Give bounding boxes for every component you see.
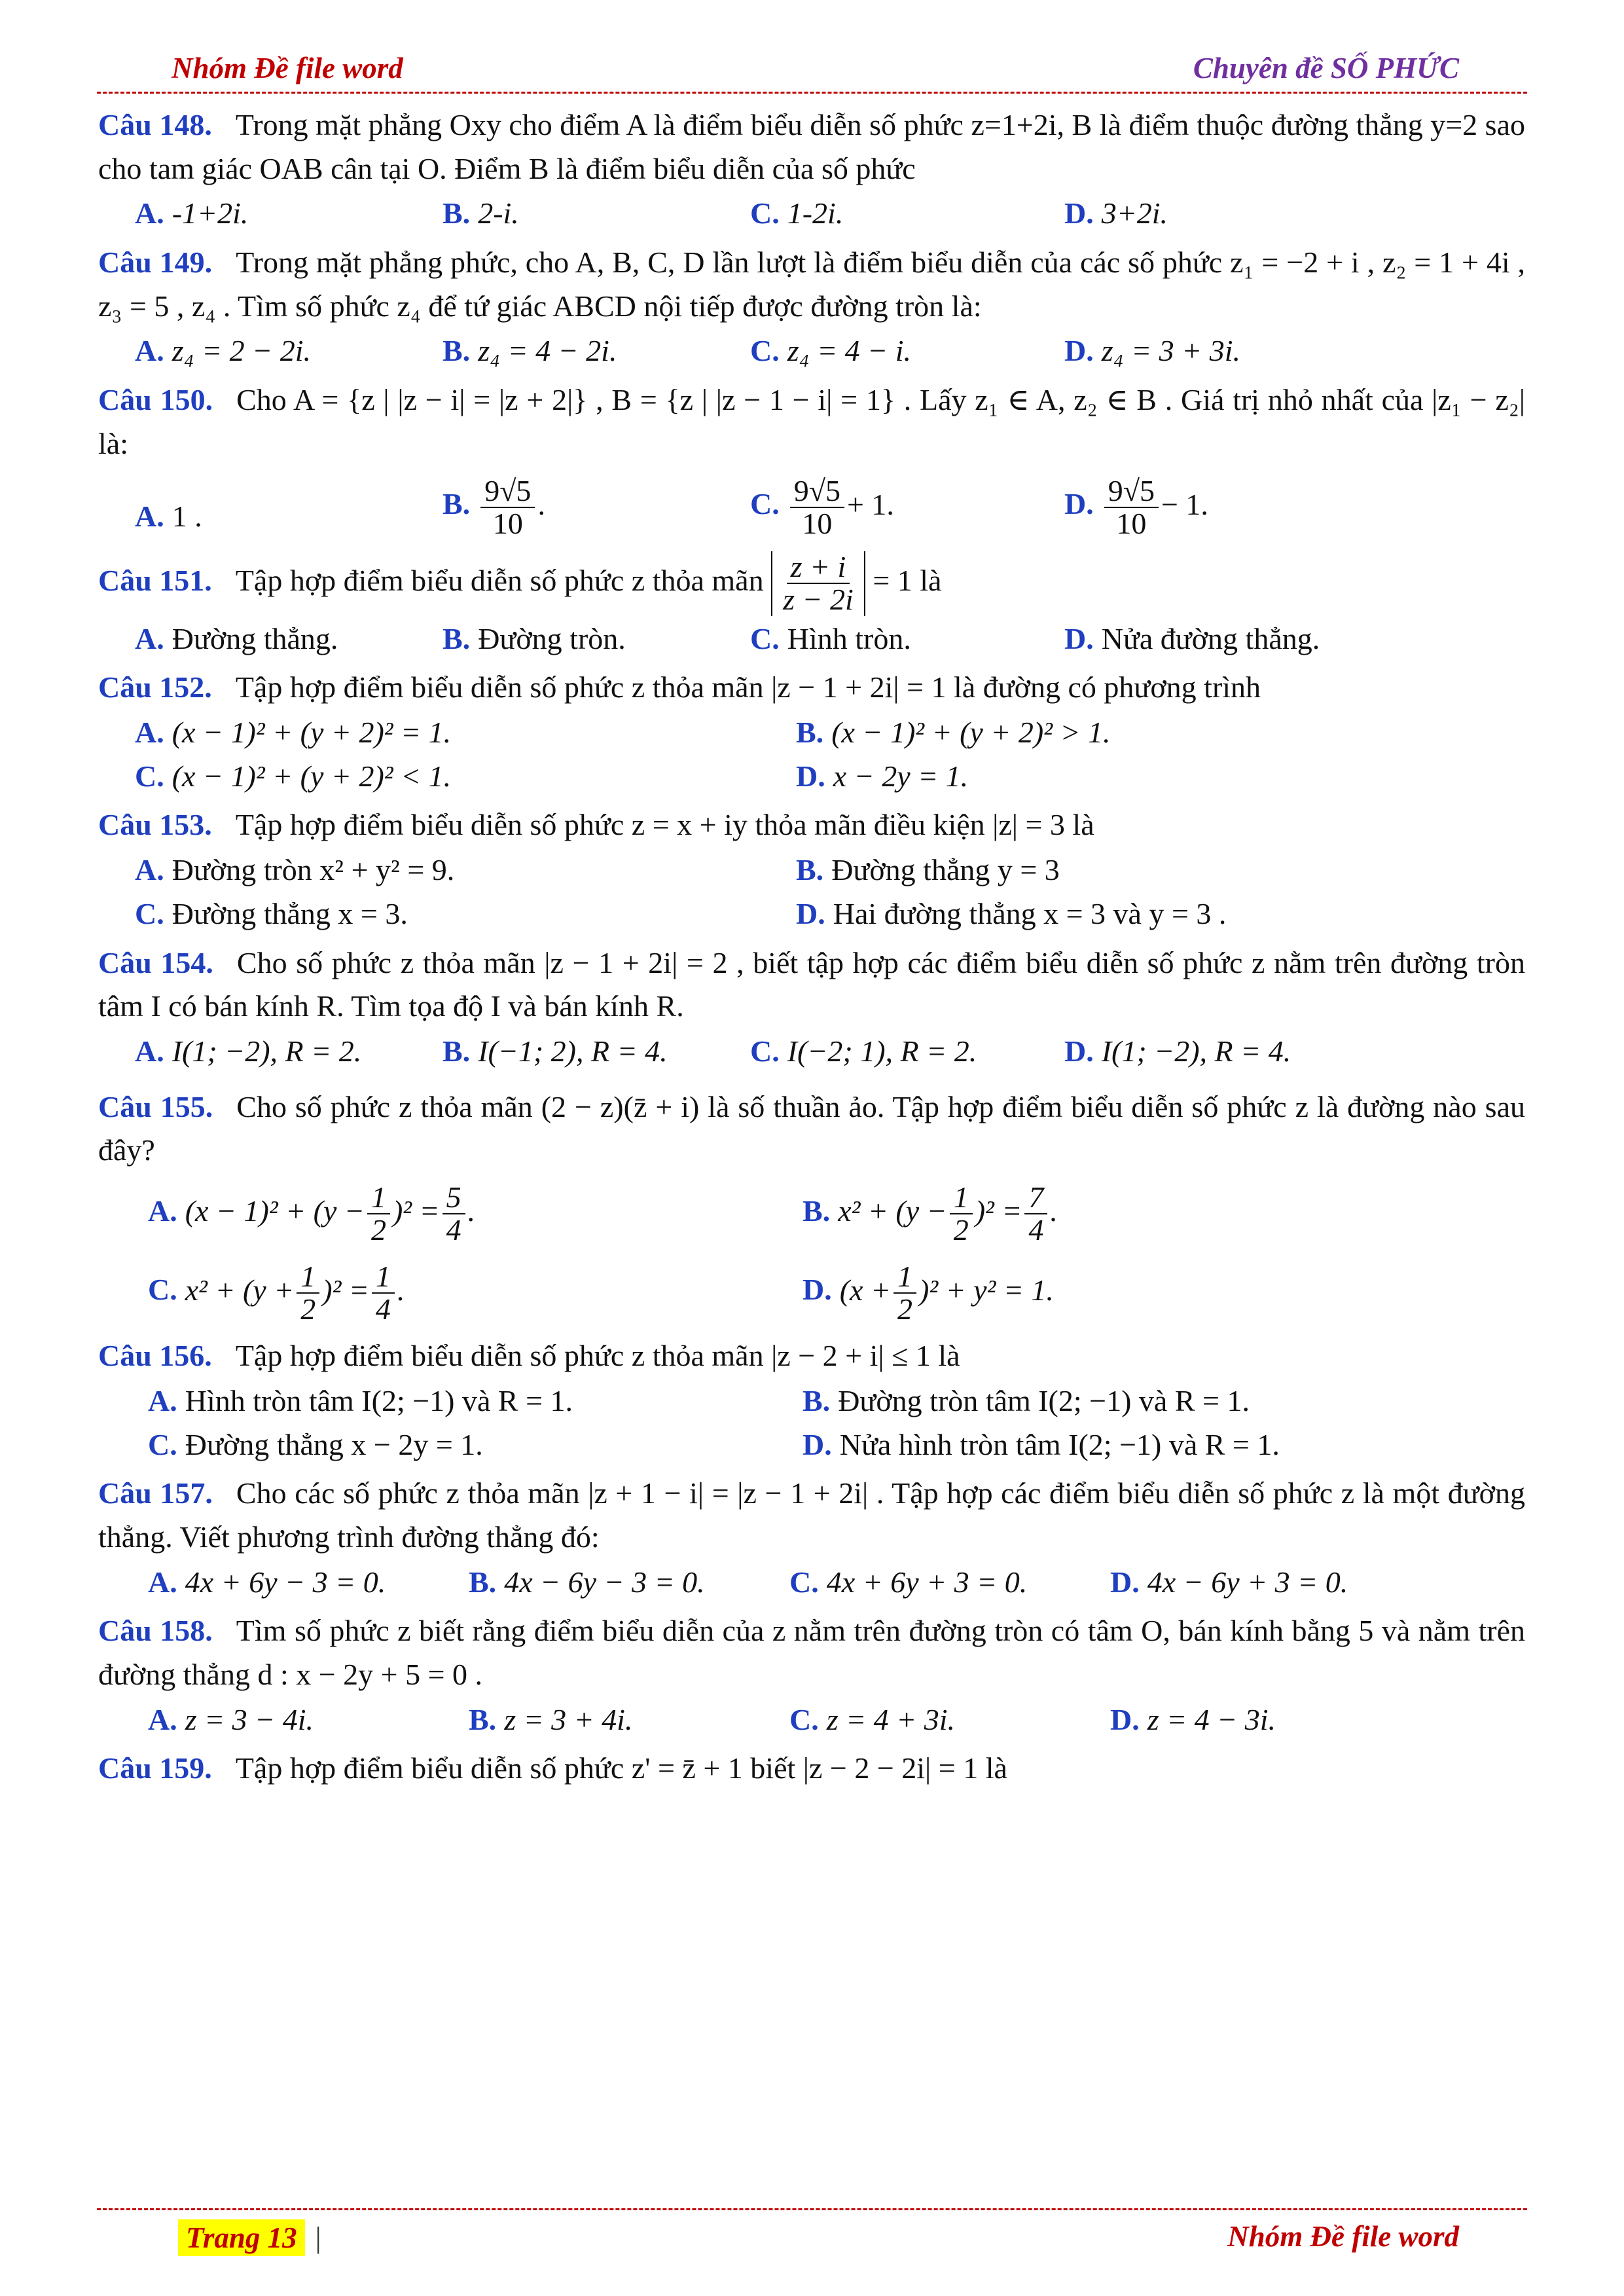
option-tail: − 1. xyxy=(1161,487,1208,521)
fraction xyxy=(480,475,535,540)
option-letter: C. xyxy=(789,1702,819,1736)
option-b xyxy=(469,1561,789,1605)
option-letter: A. xyxy=(135,621,164,655)
header-topic: SỐ PHỨC xyxy=(1330,52,1459,84)
fraction xyxy=(779,551,857,616)
question-text: Trong mặt phẳng phức, cho A, B, C, D lần lượt là điểm biểu diễn của các số phức z₁ = −2 + i , z₂ = 1 + 4i , z₃ = 5 , z₄ . Tìm số phức z₄ để tứ giác ABCD nội tiếp được đường tròn là: xyxy=(98,246,1525,323)
option-text: Nửa đường thẳng. xyxy=(1101,621,1320,655)
option-a xyxy=(135,1030,442,1074)
option-letter: C. xyxy=(750,334,780,368)
option-text: 1-2i. xyxy=(787,196,844,230)
question-157 xyxy=(98,1472,1525,1559)
option-letter: D. xyxy=(1110,1702,1140,1736)
option-text: z = 3 + 4i. xyxy=(504,1702,633,1736)
option-letter: D. xyxy=(1064,621,1094,655)
fraction-numerator: 9√5 xyxy=(790,475,844,508)
question-number: Câu 148. xyxy=(98,108,212,141)
option-letter: D. xyxy=(1110,1565,1140,1599)
question-number: Câu 149. xyxy=(98,246,213,280)
option-c xyxy=(135,755,796,799)
option-b xyxy=(803,1182,1457,1247)
option-text: (x − 1)² + (y + 2)² > 1. xyxy=(831,716,1111,750)
option-text: 4x + 6y − 3 = 0. xyxy=(185,1565,386,1599)
option-a xyxy=(135,711,796,755)
option-text: x² + (y + xyxy=(185,1273,295,1307)
option-text: 2-i. xyxy=(478,196,519,230)
options-157 xyxy=(148,1561,1525,1605)
option-letter: B. xyxy=(442,196,471,230)
abs-fraction xyxy=(771,551,865,616)
question-text: Cho số phức z thỏa mãn (2 − z)(z̄ + i) là số thuần ảo. Tập hợp điểm biểu diễn số phức z là đường nào sau đây? xyxy=(98,1089,1525,1167)
options-150 xyxy=(135,475,1525,540)
option-c xyxy=(750,1030,1064,1074)
question-text: Trong mặt phẳng Oxy cho điểm A là điểm biểu diễn số phức z=1+2i, B là điểm thuộc đường thẳng y=2 sao cho tam giác OAB cân tại O. Điểm B là điểm biểu diễn của số phức xyxy=(98,108,1526,185)
option-letter: C. xyxy=(750,1034,780,1068)
question-number: Câu 158. xyxy=(98,1614,213,1648)
option-d xyxy=(796,755,1457,799)
fraction-numerator: 9√5 xyxy=(480,475,535,508)
option-text: z₄ = 4 − i. xyxy=(787,334,911,368)
fraction-numerator: 1 xyxy=(950,1182,973,1214)
question-number: Câu 151. xyxy=(98,563,212,597)
footer-rule xyxy=(97,2208,1527,2210)
question-148 xyxy=(98,103,1525,191)
option-text: Đường thẳng. xyxy=(171,621,338,655)
option-text: Đường thẳng y = 3 xyxy=(831,853,1060,887)
question-155 xyxy=(98,1085,1525,1173)
fraction-denominator: 10 xyxy=(492,506,523,540)
option-text: z = 4 + 3i. xyxy=(826,1702,955,1736)
option-a xyxy=(148,1561,469,1605)
option-d xyxy=(1110,1698,1477,1742)
fraction-denominator: 2 xyxy=(370,1213,386,1247)
option-c xyxy=(789,1561,1110,1605)
fraction xyxy=(1024,1182,1047,1247)
option-c xyxy=(750,329,1064,373)
options-151 xyxy=(135,617,1525,661)
option-letter: C. xyxy=(789,1565,819,1599)
fraction-numerator: 9√5 xyxy=(1104,475,1159,508)
option-text: Hai đường thẳng x = 3 và y = 3 . xyxy=(833,896,1227,930)
option-text: -1+2i. xyxy=(171,196,249,230)
option-d xyxy=(1064,329,1457,373)
option-text: Đường tròn x² + y² = 9. xyxy=(171,853,455,887)
fraction-numerator: 1 xyxy=(893,1261,916,1294)
option-c xyxy=(135,892,796,936)
question-text: Cho số phức z thỏa mãn |z − 1 + 2i| = 2 , biết tập hợp các điểm biểu diễn số phức z nằm trên đường tròn tâm I có bán kính R. Tìm tọa độ I và bán kính R. xyxy=(98,945,1525,1023)
options-153 xyxy=(135,848,1525,936)
option-text: z = 4 − 3i. xyxy=(1147,1702,1276,1736)
question-159 xyxy=(98,1747,1525,1791)
fraction-denominator: 4 xyxy=(375,1292,391,1326)
question-152 xyxy=(98,666,1525,710)
fraction xyxy=(1104,475,1159,540)
fraction-numerator: 1 xyxy=(367,1182,390,1214)
question-text: Cho A = {z | |z − i| = |z + 2|} , B = {z | |z − 1 − i| = 1} . Lấy z₁ ∈ A, z₂ ∈ B . Giá trị nhỏ nhất của |z₁ − z₂| là: xyxy=(98,383,1525,460)
question-number: Câu 152. xyxy=(98,670,212,704)
option-d xyxy=(1064,617,1457,661)
header-rule xyxy=(97,92,1527,94)
option-letter: B. xyxy=(803,1194,831,1228)
fraction-numerator: 1 xyxy=(372,1261,395,1294)
options-154 xyxy=(135,1030,1525,1074)
option-letter: B. xyxy=(442,487,471,521)
header-right xyxy=(1193,51,1459,85)
option-d xyxy=(1064,475,1457,540)
option-a xyxy=(135,192,442,236)
option-tail: . xyxy=(537,487,545,521)
fraction-numerator: 1 xyxy=(297,1261,319,1294)
option-letter: C. xyxy=(135,896,164,930)
option-c xyxy=(750,617,1064,661)
fraction-denominator: 2 xyxy=(300,1292,316,1326)
fraction-denominator: 4 xyxy=(1028,1213,1044,1247)
question-text: Tập hợp điểm biểu diễn số phức z thỏa mãn |z − 1 + 2i| = 1 là đường có phương trình xyxy=(235,670,1261,704)
option-text: (x − 1)² + (y − xyxy=(185,1194,365,1228)
question-text: Cho các số phức z thỏa mãn |z + 1 − i| = |z − 1 + 2i| . Tập hợp các điểm biểu diễn số phức z là một đường thẳng. Viết phương trình đường thẳng đó: xyxy=(98,1476,1525,1554)
fraction-denominator: 10 xyxy=(1116,506,1147,540)
option-text: x² + (y − xyxy=(838,1194,947,1228)
option-letter: A. xyxy=(148,1702,177,1736)
fraction xyxy=(367,1182,390,1247)
option-text: 1 . xyxy=(171,499,202,533)
question-text: Tập hợp điểm biểu diễn số phức z thỏa mãn xyxy=(235,563,764,597)
option-letter: A. xyxy=(135,499,164,533)
options-158 xyxy=(148,1698,1525,1742)
page-number: Trang 13 xyxy=(178,2219,305,2256)
footer-right: Nhóm Đề file word xyxy=(1227,2220,1459,2253)
fraction xyxy=(790,475,844,540)
options-149 xyxy=(135,329,1525,373)
fraction-denominator: 2 xyxy=(897,1292,913,1326)
option-text: 4x − 6y − 3 = 0. xyxy=(504,1565,705,1599)
option-tail: . xyxy=(1050,1194,1058,1228)
option-b xyxy=(469,1698,789,1742)
option-letter: D. xyxy=(796,759,825,793)
option-letter: B. xyxy=(803,1383,831,1417)
options-156 xyxy=(148,1379,1525,1467)
option-d xyxy=(803,1423,1457,1467)
question-list xyxy=(98,98,1525,1791)
option-text: I(−2; 1), R = 2. xyxy=(787,1034,977,1068)
option-c xyxy=(789,1698,1110,1742)
question-text: Tập hợp điểm biểu diễn số phức z thỏa mãn |z − 2 + i| ≤ 1 là xyxy=(235,1339,960,1373)
option-text: Hình tròn tâm I(2; −1) và R = 1. xyxy=(185,1383,573,1417)
option-letter: C. xyxy=(148,1273,177,1307)
option-text: )² = xyxy=(975,1194,1022,1228)
option-text: 3+2i. xyxy=(1101,196,1168,230)
fraction-denominator: 2 xyxy=(953,1213,969,1247)
option-text: I(1; −2), R = 2. xyxy=(171,1034,362,1068)
option-letter: A. xyxy=(135,716,164,750)
question-number: Câu 153. xyxy=(98,808,212,842)
option-text: Đường tròn tâm I(2; −1) và R = 1. xyxy=(838,1383,1250,1417)
question-number: Câu 156. xyxy=(98,1339,212,1373)
fraction-denominator: z − 2i xyxy=(783,583,854,617)
option-letter: C. xyxy=(750,196,780,230)
option-c xyxy=(750,192,1064,236)
option-b xyxy=(442,475,750,540)
question-151 xyxy=(98,551,1525,616)
option-text: )² = xyxy=(322,1273,369,1307)
options-148 xyxy=(135,192,1525,236)
option-text: z = 3 − 4i. xyxy=(185,1702,314,1736)
option-tail: + 1. xyxy=(846,487,894,521)
fraction-denominator: 4 xyxy=(446,1213,461,1247)
fraction-numerator: z + i xyxy=(787,551,850,584)
fraction xyxy=(372,1261,395,1326)
option-letter: B. xyxy=(442,1034,471,1068)
header-left: Nhóm Đề file word xyxy=(171,52,403,84)
footer-left xyxy=(178,2219,321,2256)
fraction xyxy=(442,1182,465,1247)
fraction-numerator: 7 xyxy=(1024,1182,1047,1214)
option-text: z₄ = 2 − 2i. xyxy=(171,334,311,368)
option-letter: A. xyxy=(148,1565,177,1599)
option-letter: D. xyxy=(1064,334,1094,368)
header-right-prefix: Chuyên đề xyxy=(1193,52,1331,84)
question-153 xyxy=(98,803,1525,847)
option-c xyxy=(148,1261,803,1326)
option-tail: . xyxy=(467,1194,476,1228)
option-text: Đường thẳng x − 2y = 1. xyxy=(185,1427,483,1461)
option-text: (x − 1)² + (y + 2)² = 1. xyxy=(171,716,452,750)
option-text: (x + xyxy=(839,1273,892,1307)
option-letter: A. xyxy=(135,1034,164,1068)
option-text: x − 2y = 1. xyxy=(833,759,969,793)
option-letter: A. xyxy=(135,196,164,230)
option-letter: C. xyxy=(750,621,780,655)
option-letter: A. xyxy=(148,1383,177,1417)
question-text-tail: = 1 là xyxy=(873,563,942,597)
option-letter: B. xyxy=(469,1702,497,1736)
option-letter: D. xyxy=(1064,487,1094,521)
option-text: )² = xyxy=(392,1194,440,1228)
option-letter: A. xyxy=(148,1194,177,1228)
option-letter: D. xyxy=(1064,196,1094,230)
options-152 xyxy=(135,711,1525,798)
question-number: Câu 150. xyxy=(98,383,213,417)
option-b xyxy=(442,329,750,373)
option-text: Nửa hình tròn tâm I(2; −1) và R = 1. xyxy=(839,1427,1280,1461)
option-text: I(−1; 2), R = 4. xyxy=(478,1034,668,1068)
option-a xyxy=(148,1379,803,1423)
option-b xyxy=(803,1379,1457,1423)
option-letter: C. xyxy=(148,1427,177,1461)
option-b xyxy=(796,848,1457,892)
option-a xyxy=(135,617,442,661)
option-tail: . xyxy=(397,1273,405,1307)
fraction-denominator: 10 xyxy=(802,506,833,540)
option-text: Hình tròn. xyxy=(787,621,911,655)
option-c xyxy=(148,1423,803,1467)
option-letter: C. xyxy=(135,759,164,793)
question-150 xyxy=(98,378,1525,465)
option-a xyxy=(135,848,796,892)
option-b xyxy=(442,617,750,661)
options-155 xyxy=(148,1182,1525,1325)
option-b xyxy=(442,192,750,236)
question-149 xyxy=(98,241,1525,328)
question-number: Câu 159. xyxy=(98,1751,212,1785)
option-d xyxy=(1110,1561,1477,1605)
question-158 xyxy=(98,1609,1525,1696)
option-text: z₄ = 3 + 3i. xyxy=(1101,334,1240,368)
option-text: (x − 1)² + (y + 2)² < 1. xyxy=(171,759,452,793)
option-letter: D. xyxy=(803,1273,832,1307)
option-a xyxy=(148,1182,803,1247)
fraction xyxy=(950,1182,973,1247)
option-letter: A. xyxy=(135,853,164,887)
option-letter: B. xyxy=(796,716,824,750)
option-b xyxy=(442,1030,750,1074)
footer-separator: | xyxy=(315,2221,321,2254)
question-text: Tập hợp điểm biểu diễn số phức z = x + iy thỏa mãn điều kiện |z| = 3 là xyxy=(235,808,1094,842)
option-c xyxy=(750,475,1064,540)
option-text: Đường tròn. xyxy=(478,621,626,655)
question-154 xyxy=(98,941,1525,1029)
question-number: Câu 155. xyxy=(98,1089,213,1123)
option-text: I(1; −2), R = 4. xyxy=(1101,1034,1291,1068)
option-letter: D. xyxy=(803,1427,832,1461)
question-text: Tập hợp điểm biểu diễn số phức z' = z̄ + 1 biết |z − 2 − 2i| = 1 là xyxy=(235,1751,1007,1785)
option-letter: C. xyxy=(750,487,780,521)
option-a xyxy=(135,329,442,373)
option-d xyxy=(803,1261,1457,1326)
option-letter: D. xyxy=(796,896,825,930)
option-d xyxy=(1064,1030,1457,1074)
question-number: Câu 154. xyxy=(98,945,213,979)
fraction-numerator: 5 xyxy=(442,1182,465,1214)
option-d xyxy=(796,892,1457,936)
option-b xyxy=(796,711,1457,755)
question-text: Tìm số phức z biết rằng điểm biểu diễn của z nằm trên đường tròn có tâm O, bán kính bằng 5 và nằm trên đường thẳng d : x − 2y + 5 = 0 . xyxy=(98,1614,1525,1691)
option-letter: D. xyxy=(1064,1034,1094,1068)
option-letter: B. xyxy=(796,853,824,887)
option-d xyxy=(1064,192,1457,236)
option-text: )² + y² = 1. xyxy=(919,1273,1054,1307)
fraction xyxy=(297,1261,319,1326)
option-letter: B. xyxy=(442,621,471,655)
option-text: Đường thẳng x = 3. xyxy=(171,896,408,930)
option-letter: B. xyxy=(469,1565,497,1599)
option-text: z₄ = 4 − 2i. xyxy=(478,334,617,368)
option-text: 4x − 6y + 3 = 0. xyxy=(1147,1565,1348,1599)
question-156 xyxy=(98,1334,1525,1378)
fraction xyxy=(893,1261,916,1326)
option-letter: B. xyxy=(442,334,471,368)
option-a xyxy=(135,475,442,540)
option-text: 4x + 6y + 3 = 0. xyxy=(826,1565,1028,1599)
question-number: Câu 157. xyxy=(98,1476,213,1510)
option-letter: A. xyxy=(135,334,164,368)
option-a xyxy=(148,1698,469,1742)
